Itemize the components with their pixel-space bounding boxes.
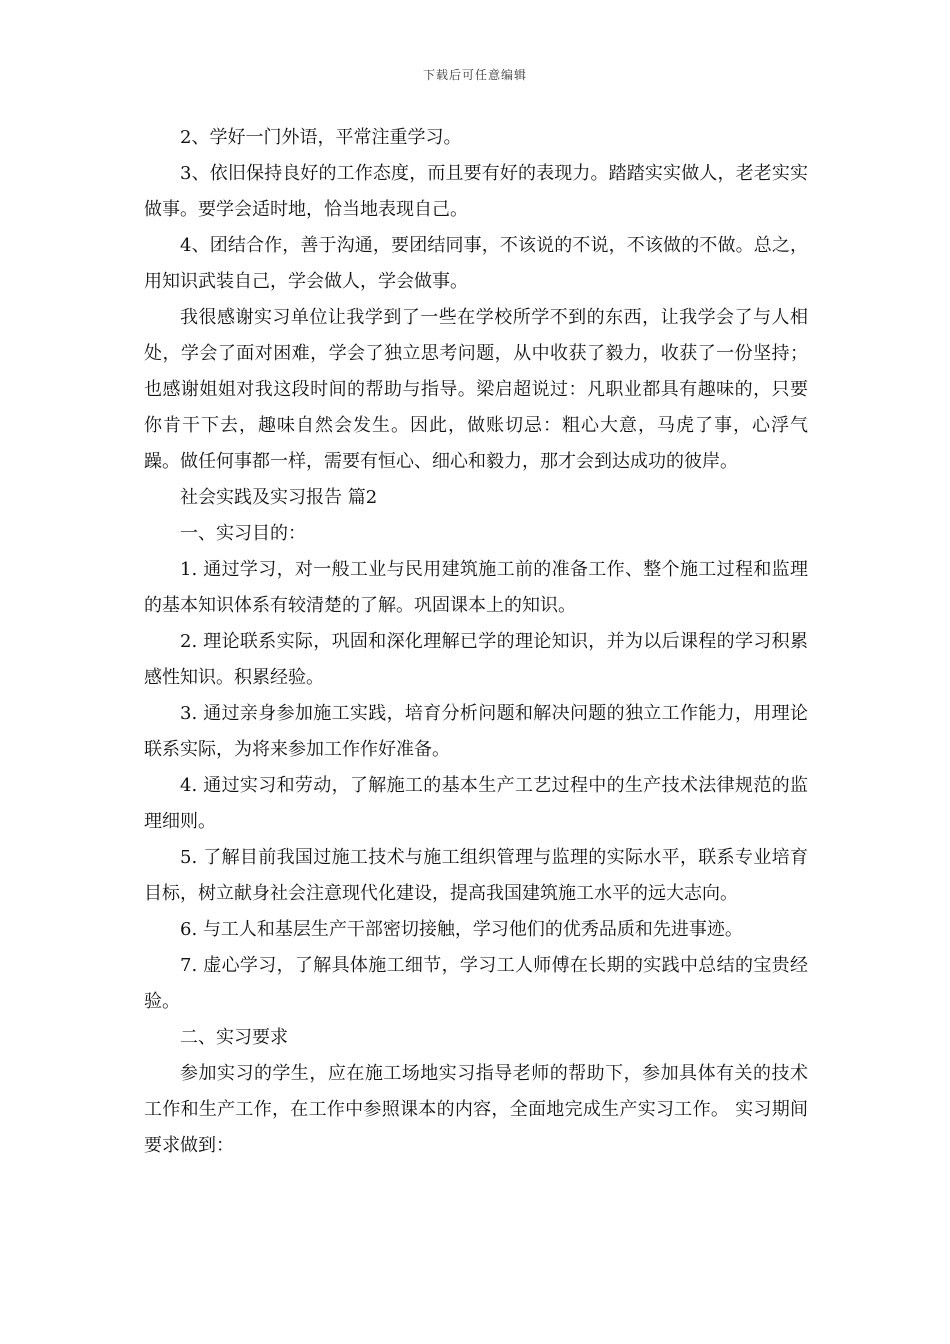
paragraph: 7. 虚心学习，了解具体施工细节，学习工人师傅在长期的实践中总结的宝贵经验。 (144, 955, 808, 1012)
paragraph: 3、依旧保持良好的工作态度，而且要有好的表现力。踏踏实实做人，老老实实做事。要学会适时地，恰当地表现自己。 (144, 163, 808, 220)
paragraph: 5. 了解目前我国过施工技术与施工组织管理与监理的实际水平，联系专业培育目标，树立献身社会注意现代化建设，提高我国建筑施工水平的远大志向。 (144, 847, 808, 904)
paragraph: 4. 通过实习和劳动，了解施工的基本生产工艺过程中的生产技术法律规范的监理细则。 (144, 775, 808, 832)
paragraph: 4、团结合作，善于沟通，要团结同事，不该说的不说，不该做的不做。总之，用知识武装自己，学会做人，学会做事。 (144, 235, 808, 292)
paragraph: 3. 通过亲身参加施工实践，培育分析问题和解决问题的独立工作能力，用理论联系实际，为将来参加工作作好准备。 (144, 703, 808, 760)
paragraph: 2. 理论联系实际，巩固和深化理解已学的理论知识，并为以后课程的学习积累感性知识。积累经验。 (144, 631, 808, 688)
paragraph: 我很感谢实习单位让我学到了一些在学校所学不到的东西，让我学会了与人相处，学会了面对困难，学会了独立思考问题，从中收获了毅力，收获了一份坚持；也感谢姐姐对我这段时间的帮助与指导。梁启超说过：凡职业都具有趣味的，只要你肯干下去，趣味自然会发生。因此，做账切忌：粗心大意，马虎了事，心浮气躁。做任何事都一样，需要有恒心、细心和毅力，那才会到达成功的彼岸。 (144, 307, 808, 472)
section-title: 社会实践及实习报告 篇2 (180, 487, 378, 508)
paragraph: 参加实习的学生，应在施工场地实习指导老师的帮助下，参加具体有关的技术工作和生产工作，在工作中参照课本的内容，全面地完成生产实习工作。 实习期间要求做到： (144, 1063, 808, 1156)
document-body (144, 120, 808, 1164)
paragraph: 6. 与工人和基层生产干部密切接触，学习他们的优秀品质和先进事迹。 (180, 919, 743, 940)
section-heading: 二、实习要求 (180, 1027, 288, 1048)
section-heading: 一、实习目的： (180, 523, 306, 544)
paragraph: 1. 通过学习，对一般工业与民用建筑施工前的准备工作、整个施工过程和监理的基本知识体系有较清楚的了解。巩固课本上的知识。 (144, 559, 808, 616)
page-header: 下载后可任意编辑 (422, 68, 527, 82)
paragraph: 2、学好一门外语，平常注重学习。 (180, 127, 462, 148)
